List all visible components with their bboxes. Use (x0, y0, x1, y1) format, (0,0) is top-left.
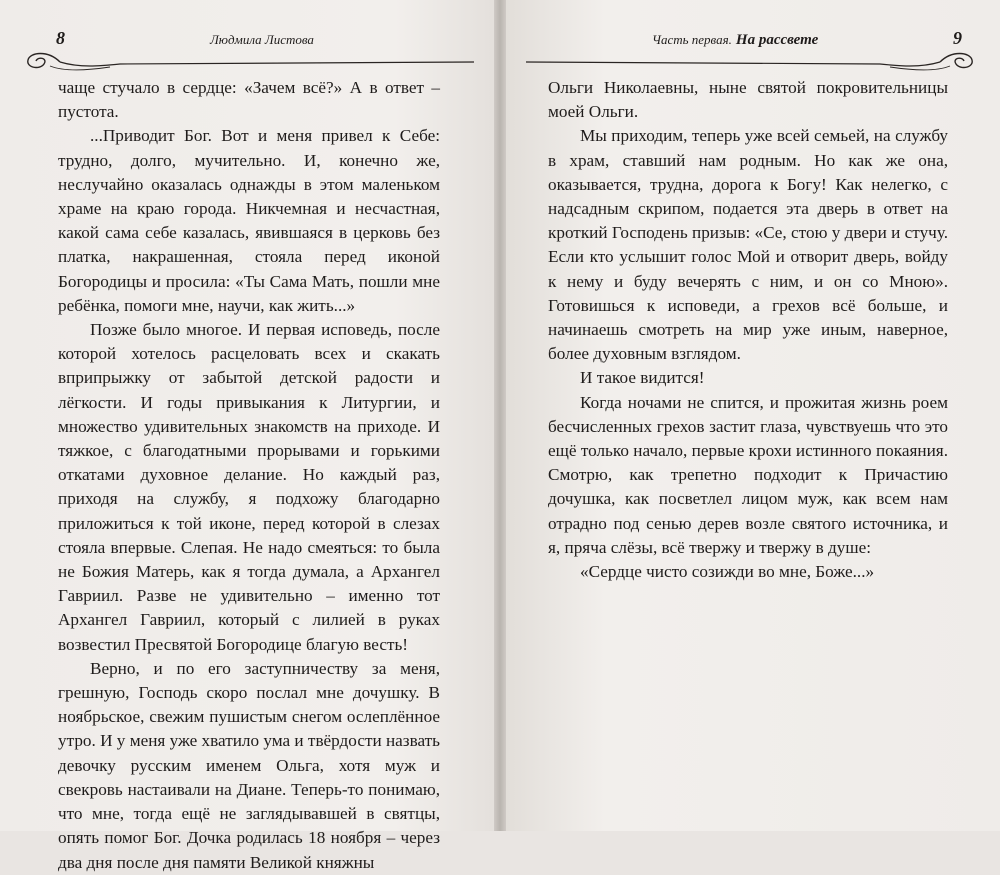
book-gutter (494, 0, 506, 831)
left-running-head-text: Людмила Листова (210, 32, 314, 47)
paragraph: ...Приводит Бог. Вот и меня привел к Себе: трудно, долго, мучительно. И, конечно же, неслучайно оказалась однажды в этом маленьком храме на краю города. Никчемная и несчастная, какой сама себе казалась, явившаяся в церковь без платка, накрашенная, стояла перед иконой Богородицы и просила: «Ты Сама Мать, пошли мне ребёнка, помоги мне, научи, как жить...» (58, 126, 440, 315)
running-head-part: Часть первая. (652, 32, 732, 47)
paragraph: Позже было многое. И первая исповедь, после которой хотелось расцеловать всех и скакать вприпрыжку от забытой детской радости и лёгкости. И годы привыкания к Литургии, и множество удивительных знакомств на приходе. И тяжкое, с благодатными прорывами и горькими откатами духовное делание. Но каждый раз, приходя на службу, я подхожу благодарно приложиться к той иконе, перед которой в слезах стояла впервые. Слепая. Не надо смеяться: то была не Божия Матерь, как я тогда думала, а Архангел Гавриил. Разве не удивительно – именно тот Архангел Гавриил, который с лилией в руках возвестил Пресвятой Богородице благую весть! (58, 320, 440, 654)
right-running-head (526, 28, 980, 78)
left-page (0, 0, 494, 872)
running-head-title: На рассвете (735, 32, 819, 48)
left-ornament-rule-icon (20, 48, 474, 72)
paragraph: чаще стучало в сердце: «Зачем всё?» А в ответ – пустота. (58, 78, 440, 122)
left-running-head (20, 28, 474, 78)
paragraph: «Сердце чисто созижди во мне, Боже...» (580, 562, 875, 582)
paragraph: Верно, и по его заступничеству за меня, грешную, Господь скоро послал мне дочушку. В ноябрьское, свежим пушистым снегом ослеплённое утро. И у меня уже хватило ума и твёрдости назвать девочку русским именем Ольга, хотя муж и свекровь настаивали на Диане. Теперь-то понимаю, что мне, тогда ещё не заглядывавшей в святцы, опять помог Бог. Дочка родилась 18 ноября – через два дня после дня памяти Великой княжны (58, 658, 440, 872)
paragraph: И такое видится! (580, 368, 705, 388)
right-ornament-rule-icon (526, 48, 980, 72)
paragraph: Когда ночами не спится, и прожитая жизнь роем бесчисленных грехов застит глаза, чувствуешь что это ещё только начало, первые крохи истинного покаяния. Смотрю, как трепетно подходит к Причастию дочушка, как посветлел лицом муж, как всем нам отрадно под сенью дерев возле святого источника, и я, пряча слёзы, всё твержу и твержу в душе: (548, 392, 948, 557)
right-body-text (548, 76, 948, 584)
right-running-head-text (652, 32, 818, 49)
left-body-text (58, 76, 440, 875)
paragraph: Ольги Николаевны, ныне святой покровительницы моей Ольги. (548, 78, 948, 122)
right-page-number: 9 (953, 28, 962, 48)
paragraph: Мы приходим, теперь уже всей семьей, на службу в храм, ставший нам родным. Но как же она, оказывается, трудна, дорога к Богу! Как нелегко, с надсадным скрипом, подается эта дверь в ответ на кроткий Господень призыв: «Се, стою у двери и стучу. Если кто услышит голос Мой и отворит дверь, войду к нему и буду вечерять с ним, и он со Мною». Готовишься к исповеди, а грехов всё больше, и начинаешь смотреть на мир уже иным, наверное, более духовным взглядом. (548, 126, 948, 364)
left-page-number: 8 (56, 28, 65, 48)
right-page (506, 0, 1000, 831)
